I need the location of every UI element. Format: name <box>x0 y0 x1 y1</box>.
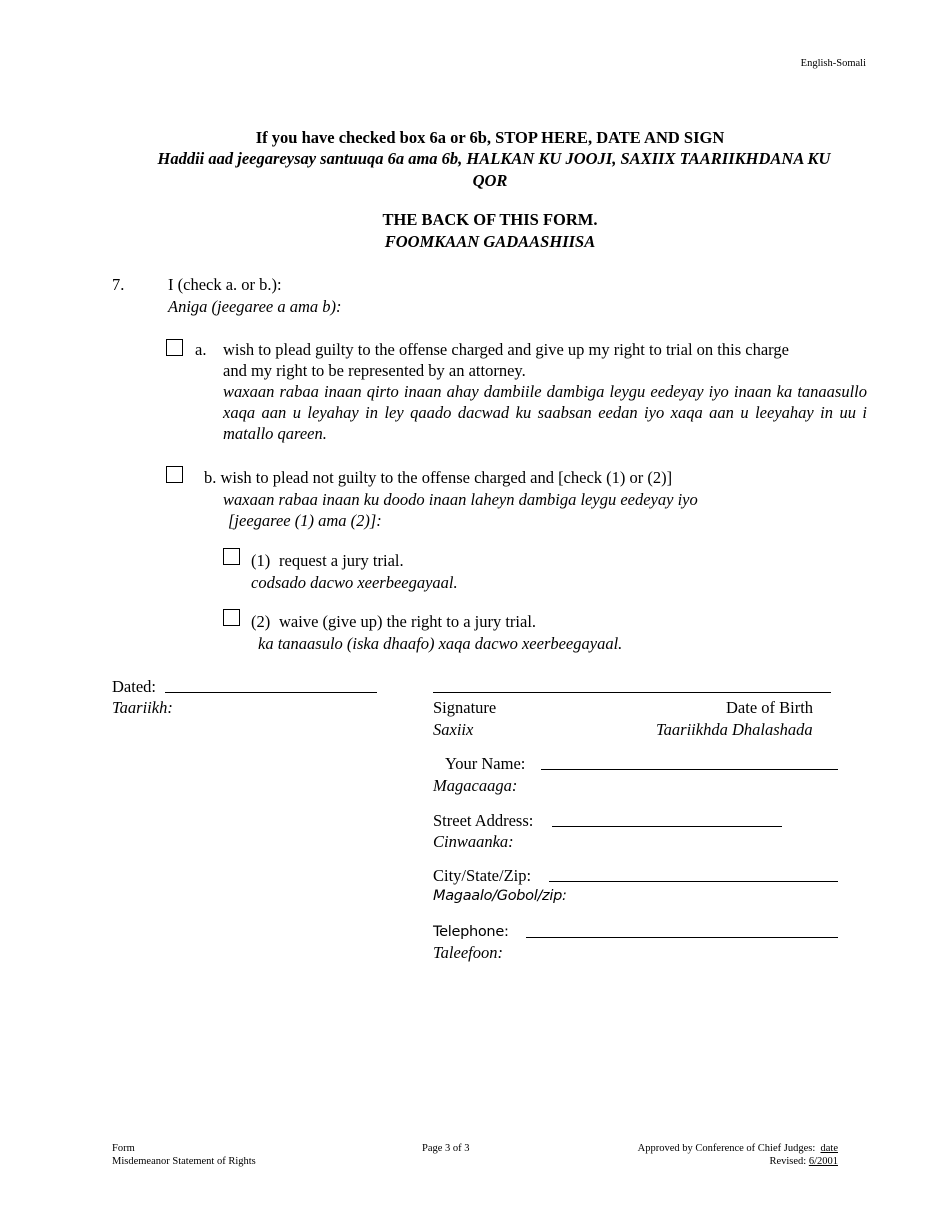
address-label-somali: Cinwaanka: <box>433 832 514 851</box>
dated-label-somali: Taariikh: <box>112 698 173 717</box>
city-input-line[interactable] <box>549 881 838 882</box>
name-label-somali: Magacaaga: <box>433 776 518 795</box>
signature-label-somali: Saxiix <box>433 720 474 739</box>
phone-input-line[interactable] <box>526 937 838 938</box>
item-number: 7. <box>112 275 125 294</box>
sub1-text: request a jury trial. <box>279 551 404 570</box>
footer-approved-value: date <box>820 1143 838 1154</box>
signature-input-line[interactable] <box>433 692 831 693</box>
instruction-somali-line2: QOR <box>472 171 508 190</box>
dob-label: Date of Birth <box>726 698 814 717</box>
option-a-somali: waxaan rabaa inaan qirto inaan ahay dambiile dambiga leygu eedeyay iyo inaan ka tanaasullo xaqa aan u leyahay in ley qaado dacwad ku saabsan eedan iyo xaqa aan u leeyahay in uu i matallo qareen. <box>223 382 867 443</box>
waive-jury-checkbox[interactable] <box>223 609 240 626</box>
phone-label-somali: Taleefoon: <box>433 943 503 962</box>
footer-revised-value: 6/2001 <box>808 1156 838 1167</box>
sub1-label: (1) <box>251 551 271 570</box>
dated-input-line[interactable] <box>165 692 377 693</box>
address-label: Street Address: <box>433 811 534 830</box>
name-label: Your Name: <box>445 754 526 773</box>
footer-revised <box>769 1155 838 1168</box>
footer-page: Page 3 of 3 <box>422 1143 470 1154</box>
sub1-somali: codsado dacwo xeerbeegayaal. <box>251 573 458 592</box>
sub2-somali: ka tanaasulo (iska dhaafo) xaqa dacwo xeerbeegayaal. <box>258 634 623 653</box>
signature-label: Signature <box>433 698 497 717</box>
option-a-checkbox[interactable] <box>166 339 183 356</box>
language-label: English-Somali <box>800 58 866 69</box>
footer-form-name: Misdemeanor Statement of Rights <box>112 1156 256 1167</box>
instruction-english: If you have checked box 6a or 6b, STOP HERE, DATE AND SIGN <box>255 128 725 147</box>
city-label: City/State/Zip: <box>433 866 532 885</box>
option-a-text-line2: and my right to be represented by an attorney. <box>223 361 526 380</box>
footer-approved <box>638 1142 838 1155</box>
option-a-text-line1: wish to plead guilty to the offense charged and give up my right to trial on this charge <box>223 340 789 359</box>
option-a-label: a. <box>195 340 207 359</box>
option-b-text: b. wish to plead not guilty to the offense charged and [check (1) or (2)] <box>204 468 673 487</box>
name-input-line[interactable] <box>541 769 838 770</box>
phone-label: Telephone: <box>433 924 509 940</box>
item-prompt: I (check a. or b.): <box>168 275 282 294</box>
dated-label: Dated: <box>112 677 156 696</box>
back-of-form-english: THE BACK OF THIS FORM. <box>382 210 598 229</box>
sub2-text: waive (give up) the right to a jury trial. <box>279 612 537 631</box>
instruction-somali-line1: Haddii aad jeegareysay santuuqa 6a ama 6b, HALKAN KU JOOJI, SAXIIX TAARIIKHDANA KU <box>157 149 831 168</box>
option-b-somali-line2: [jeegaree (1) ama (2)]: <box>228 511 382 530</box>
footer-revised-label: Revised: <box>769 1156 807 1167</box>
option-b-checkbox[interactable] <box>166 466 183 483</box>
dob-label-somali: Taariikhda Dhalashada <box>656 720 813 739</box>
footer-approved-label: Approved by Conference of Chief Judges: <box>637 1143 816 1154</box>
option-b-somali-line1: waxaan rabaa inaan ku doodo inaan laheyn dambiga leygu eedeyay iyo <box>223 490 698 509</box>
city-label-somali: Magaalo/Gobol/zip: <box>433 888 567 904</box>
jury-trial-checkbox[interactable] <box>223 548 240 565</box>
footer-form-label: Form <box>112 1143 135 1154</box>
back-of-form-somali: FOOMKAAN GADAASHIISA <box>384 232 596 251</box>
address-input-line[interactable] <box>552 826 782 827</box>
sub2-label: (2) <box>251 612 271 631</box>
item-prompt-somali: Aniga (jeegaree a ama b): <box>168 297 342 316</box>
